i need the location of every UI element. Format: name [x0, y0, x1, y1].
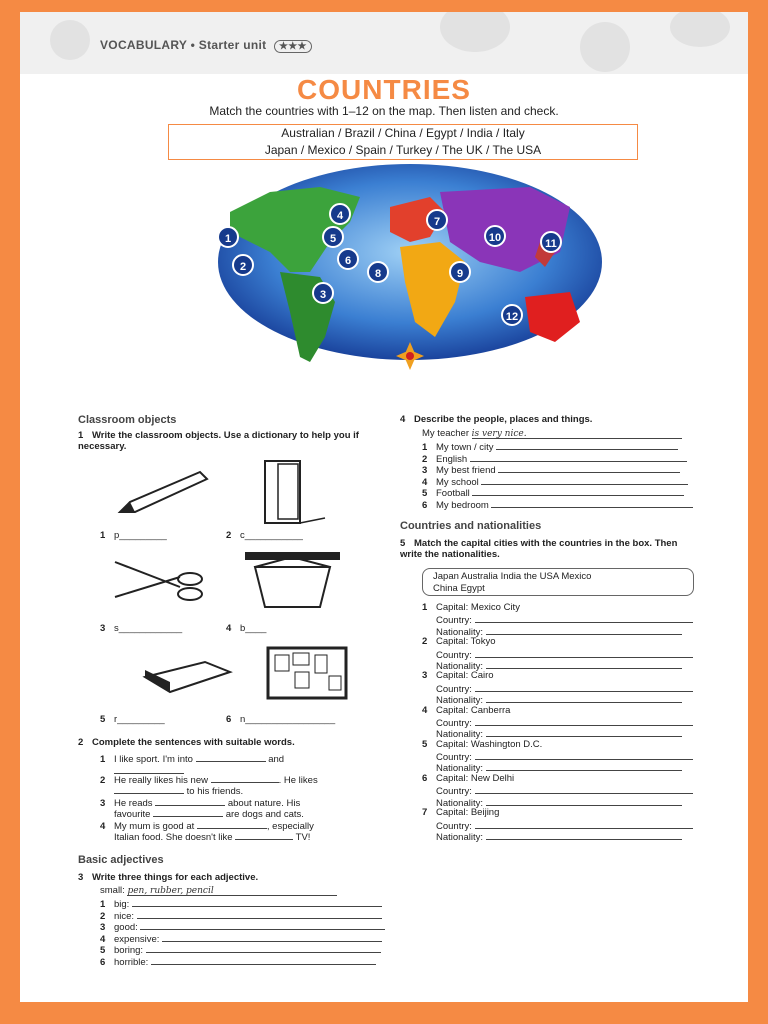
- capital-item-6: 6 Capital: New Delhi: [422, 773, 515, 784]
- sentence-4: 4 My mum is good at , especially: [100, 821, 314, 832]
- capital-item-1: 1 Capital: Mexico City: [422, 602, 520, 613]
- exercise-5-instruction: 5 Match the capital cities with the countries in the box. Then write the nationalities.: [400, 538, 678, 560]
- scissors-icon: [110, 552, 210, 607]
- map-marker-11: 11: [540, 231, 562, 253]
- map-marker-10: 10: [484, 225, 506, 247]
- map-marker-1: 1: [217, 226, 239, 248]
- unit-label: VOCABULARY • Starter unit ★★★: [100, 38, 312, 53]
- describe-item-5[interactable]: 5 Football: [422, 486, 684, 499]
- nationality-field-4[interactable]: Nationality:: [436, 727, 682, 740]
- map-marker-4: 4: [329, 203, 351, 225]
- nationality-field-3[interactable]: Nationality:: [436, 693, 682, 706]
- describe-item-6[interactable]: 6 My bedroom: [422, 498, 693, 511]
- describe-item-4[interactable]: 4 My school: [422, 475, 688, 488]
- section-heading-classroom: Classroom objects: [78, 414, 177, 426]
- exercise-4-instruction: 4 Describe the people, places and things.: [400, 414, 593, 425]
- describe-item-1[interactable]: 1 My town / city: [422, 440, 678, 453]
- sentence-3-cont: favourite are dogs and cats.: [114, 809, 304, 820]
- capital-item-5: 5 Capital: Washington D.C.: [422, 738, 543, 750]
- world-map: [210, 162, 610, 392]
- sentence-2: 2 He really likes his new . He likes: [100, 775, 318, 786]
- classroom-item-3[interactable]: 3 s____________: [100, 623, 183, 634]
- country-word-box: Australian / Brazil / China / Egypt / India / Italy Japan / Mexico / Spain / Turkey / The UK / The USA: [168, 124, 638, 160]
- exercise-1-instruction: 1 Write the classroom objects. Use a dictionary to help you if necessary.: [78, 430, 359, 452]
- difficulty-stars: ★★★: [274, 40, 312, 53]
- map-marker-7: 7: [426, 209, 448, 231]
- adjective-example: small: pen, rubber, pencil: [100, 885, 337, 896]
- describe-item-2[interactable]: 2 English: [422, 452, 687, 465]
- exercise-2-instruction: 2 Complete the sentences with suitable words.: [78, 737, 295, 748]
- classroom-item-2[interactable]: 2 c___________: [226, 530, 303, 541]
- adjective-item-4[interactable]: 4 expensive:: [100, 932, 382, 945]
- country-box: Japan Australia India the USA Mexico China Egypt: [422, 568, 694, 596]
- map-marker-9: 9: [449, 261, 471, 283]
- section-heading-adjectives: Basic adjectives: [78, 854, 164, 866]
- capital-item-3: 3 Capital: Cairo: [422, 670, 494, 682]
- nationality-field-2[interactable]: Nationality:: [436, 659, 682, 672]
- country-field-6[interactable]: Country:: [436, 784, 693, 797]
- map-marker-12: 12: [501, 304, 523, 326]
- nationality-field-1[interactable]: Nationality:: [436, 625, 682, 638]
- classroom-item-1[interactable]: 1 p_________: [100, 530, 167, 541]
- section-heading-nationalities: Countries and nationalities: [400, 520, 542, 532]
- rubber-icon: [140, 652, 235, 697]
- country-field-2[interactable]: Country:: [436, 648, 693, 661]
- country-field-4[interactable]: Country:: [436, 716, 693, 729]
- country-field-5[interactable]: Country:: [436, 750, 693, 763]
- sentence-3: 3 He reads about nature. His: [100, 798, 301, 809]
- capital-item-2: 2 Capital: Tokyo: [422, 636, 496, 648]
- sentence-4-cont: Italian food. She doesn't like TV!: [114, 832, 311, 843]
- classroom-item-4[interactable]: 4 b____: [226, 623, 267, 634]
- map-marker-5: 5: [322, 226, 344, 248]
- cupboard-door-icon: [260, 458, 330, 530]
- sentence-2-cont: to his friends.: [114, 784, 243, 797]
- nationality-field-7[interactable]: Nationality:: [436, 830, 682, 843]
- page-title: COUNTRIES: [297, 74, 471, 105]
- map-marker-6: 6: [337, 248, 359, 270]
- basket-icon: [245, 552, 340, 612]
- country-field-1[interactable]: Country:: [436, 613, 693, 626]
- describe-item-3[interactable]: 3 My best friend: [422, 463, 680, 476]
- sentence-1: 1 I like sport. I'm into and: [100, 754, 285, 765]
- nationality-field-6[interactable]: Nationality:: [436, 796, 682, 809]
- noticeboard-icon: [265, 640, 350, 702]
- adjective-item-5[interactable]: 5 boring:: [100, 943, 381, 956]
- exercise-3-instruction: 3 Write three things for each adjective.: [78, 872, 259, 883]
- worksheet-page: [20, 12, 748, 1002]
- adjective-item-3[interactable]: 3 good:: [100, 920, 385, 933]
- map-marker-3: 3: [312, 282, 334, 304]
- classroom-item-6[interactable]: 6 n_________________: [226, 714, 336, 725]
- capital-item-4: 4 Capital: Canberra: [422, 704, 511, 716]
- adjective-item-6[interactable]: 6 horrible:: [100, 955, 376, 968]
- blank[interactable]: [196, 752, 266, 762]
- map-instruction: Match the countries with 1–12 on the map. Then listen and check.: [209, 104, 559, 118]
- country-field-3[interactable]: Country:: [436, 682, 693, 695]
- adjective-item-2[interactable]: 2 nice:: [100, 909, 382, 922]
- map-marker-8: 8: [367, 261, 389, 283]
- map-marker-2: 2: [232, 254, 254, 276]
- capital-item-7: 7 Capital: Beijing: [422, 807, 500, 819]
- country-field-7[interactable]: Country:: [436, 819, 693, 832]
- pencil-icon: [115, 467, 210, 517]
- describe-example: My teacher is very nice.: [422, 428, 682, 439]
- nationality-field-5[interactable]: Nationality:: [436, 761, 682, 774]
- adjective-item-1[interactable]: 1 big:: [100, 897, 382, 910]
- classroom-item-5[interactable]: 5 r_________: [100, 714, 165, 725]
